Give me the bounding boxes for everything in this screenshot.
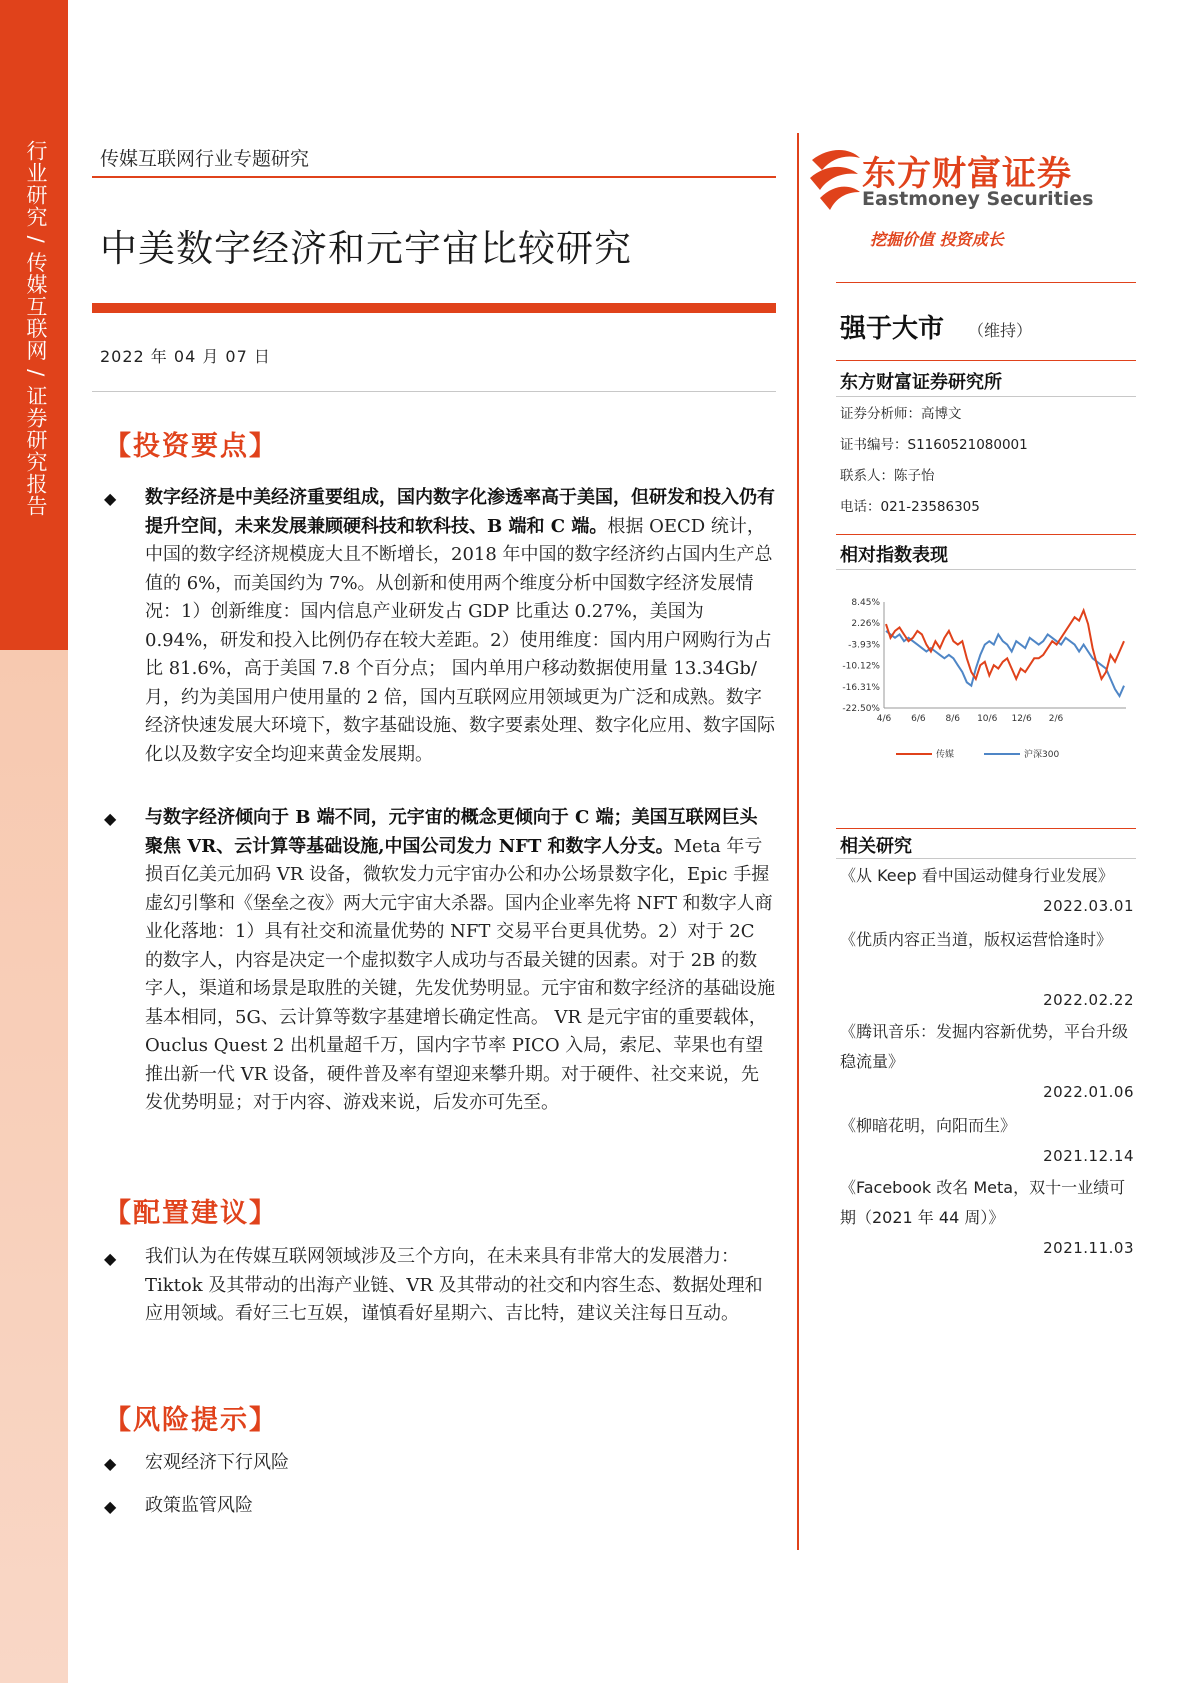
related-report-title[interactable]: 《柳暗花明，向阳而生》 xyxy=(840,1116,1017,1135)
y-tick-label: -16.31% xyxy=(842,682,880,693)
related-report-title[interactable]: 《Facebook 改名 Meta，双十一业绩可期（2021 年 44 周）》 xyxy=(840,1178,1126,1227)
related-report-date: 2022.02.22 xyxy=(1043,991,1134,1009)
title-rule xyxy=(92,303,776,313)
report-series: 传媒互联网行业专题研究 xyxy=(100,148,310,170)
cert-number: 证书编号：S1160521080001 xyxy=(840,437,1028,453)
analyst: 证券分析师：高博文 xyxy=(840,406,962,422)
perf-title: 相对指数表现 xyxy=(840,545,948,566)
report-date: 2022 年 04 月 07 日 xyxy=(100,347,271,366)
y-tick-label: 2.26% xyxy=(851,619,880,630)
page-title: 中美数字经济和元宇宙比较研究 xyxy=(100,227,632,270)
diamond-bullet-icon: ◆ xyxy=(104,489,117,508)
perf-rule xyxy=(836,569,1136,570)
config-text: 我们认为在传媒互联网领域涉及三个方向，在未来具有非常大的发展潜力：Tiktok 及其带动的出海产业链、VR 及其带动的社交和内容生态、数据处理和应用领域。看好三七互娱，谨慎看好星期六、吉比特，建议关注每日互动。 xyxy=(145,1246,763,1324)
section-heading-risk: 【风险提示】 xyxy=(104,1405,278,1436)
invest-point-2-body: Meta 年亏损百亿美元加码 VR 设备，微软发力元宇宙办公和办公场景数字化，Epic 手握虚幻引擎和《堡垒之夜》两大元宇宙大杀器。国内企业率先将 NFT 和数字人商业化落地：1）具有社交和流量优势的 NFT 交易平台更具优势。2）对于 2C 的数字人，内容是决定一个虚拟数字人成功与否最关键的因素。对于 2B 的数字人，渠道和场景是取胜的关键，先发优势明显。元宇宙和数字经济的基础设施基本相同，5G、云计算等数字基建增长确定性高。 VR 是元宇宙的重要载体，Ouclus Quest 2 出机量超千万，国内字节率 PICO 入局，索尼、苹果也有望推出新一代 VR 设备，硬件普及率有望迎来攀升期。对于硬件、社交来说，先发优势明显；对于内容、游戏来说，后发亦可先至。 xyxy=(145,835,775,1113)
risk-item-1: 宏观经济下行风险 xyxy=(145,1452,289,1473)
x-tick-label: 2/6 xyxy=(1048,714,1064,724)
section-heading-config: 【配置建议】 xyxy=(104,1198,278,1229)
date-rule xyxy=(92,391,776,392)
diamond-bullet-icon: ◆ xyxy=(104,809,117,828)
slogan: 挖掘价值 投资成长 xyxy=(870,230,1004,249)
related-report-title[interactable]: 《优质内容正当道，版权运营恰逢时》 xyxy=(840,930,1113,949)
related-report-title[interactable]: 《从 Keep 看中国运动健身行业发展》 xyxy=(840,866,1114,885)
invest-point-2 xyxy=(145,804,775,1118)
x-tick-label: 8/6 xyxy=(945,714,961,724)
related-report-title[interactable]: 《腾讯音乐：发掘内容新优势，平台升级稳流量》 xyxy=(840,1022,1129,1071)
x-tick-label: 6/6 xyxy=(911,714,926,724)
institute-rule xyxy=(836,396,1136,397)
risk-item-2: 政策监管风险 xyxy=(145,1495,253,1516)
invest-point-2-lead: 与数字经济倾向于 B 端不同，元宇宙的概念更倾向于 C 端；美国互联网巨头聚焦 VR、云计算等基础设施,中国公司发力 NFT 和数字人分支。 xyxy=(145,807,758,857)
institute-name: 东方财富证券研究所 xyxy=(840,372,1002,393)
diamond-bullet-icon: ◆ xyxy=(104,1497,117,1516)
slogan-rule xyxy=(836,282,1136,283)
related-rule-top xyxy=(836,828,1136,829)
rating-note: （维持） xyxy=(968,321,1033,340)
y-tick-label: -3.93% xyxy=(848,640,880,651)
side-category-label: 行业研究 / 传媒互联网 / 证券研究报告 xyxy=(24,140,48,517)
perf-rule-top xyxy=(836,534,1136,535)
x-tick-label: 12/6 xyxy=(1011,714,1032,724)
related-report-date: 2021.12.14 xyxy=(1043,1147,1134,1165)
header-rule xyxy=(92,176,776,178)
phone: 电话：021-23586305 xyxy=(840,499,980,515)
y-tick-label: 8.45% xyxy=(851,598,880,608)
y-tick-label: -10.12% xyxy=(842,661,880,672)
rating-rule xyxy=(836,360,1136,361)
legend-label: 传媒 xyxy=(936,750,955,760)
invest-point-1 xyxy=(145,484,775,769)
column-divider xyxy=(797,133,799,1550)
series-line-media xyxy=(886,610,1124,679)
rating: 强于大市 xyxy=(840,314,945,344)
related-title: 相关研究 xyxy=(840,836,912,857)
legend-label: 沪深300 xyxy=(1024,750,1060,760)
related-report-date: 2022.01.06 xyxy=(1043,1083,1134,1101)
y-tick-label: -22.50% xyxy=(842,704,880,714)
x-tick-label: 4/6 xyxy=(876,714,892,724)
section-heading-invest: 【投资要点】 xyxy=(104,431,278,462)
invest-point-1-body: 根据 OECD 统计，中国的数字经济规模庞大且不断增长，2018 年中国的数字经济约占国内生产总值的 6%，而美国约为 7%。从创新和使用两个维度分析中国数字经济发展情况：1）创新维度：国内信息产业研发占 GDP 比重达 0.27%，美国为 0.94%，研发和投入比例仍存在较大差距。2）使用维度：国内用户网购行为占比 81.6%，高于美国 7.8 个百分点； 国内单用户移动数据使用量 13.34Gb/月，约为美国用户使用量的 2 倍，国内互联网应用领域更为广泛和成熟。数字经济快速发展大环境下，数字基础设施、数字要素处理、数字化应用、数字国际化以及数字安全均迎来黄金发展期。 xyxy=(145,515,775,765)
relative-index-chart xyxy=(834,588,1134,778)
diamond-bullet-icon: ◆ xyxy=(104,1454,117,1473)
x-tick-label: 10/6 xyxy=(977,714,998,724)
series-line-hs300 xyxy=(886,631,1124,696)
logo-text-en: Eastmoney Securities xyxy=(862,188,1094,210)
related-report-date: 2022.03.01 xyxy=(1043,897,1134,915)
contact: 联系人：陈子怡 xyxy=(840,468,935,484)
invest-point-1-lead: 数字经济是中美经济重要组成，国内数字化渗透率高于美国，但研发和投入仍有提升空间，未来发展兼顾硬科技和软科技、B 端和 C 端。 xyxy=(145,487,775,537)
related-report-date: 2021.11.03 xyxy=(1043,1239,1134,1257)
diamond-bullet-icon: ◆ xyxy=(104,1249,117,1268)
related-rule xyxy=(836,858,1136,859)
logo-text-cn: 东方财富证券 xyxy=(862,154,1072,194)
